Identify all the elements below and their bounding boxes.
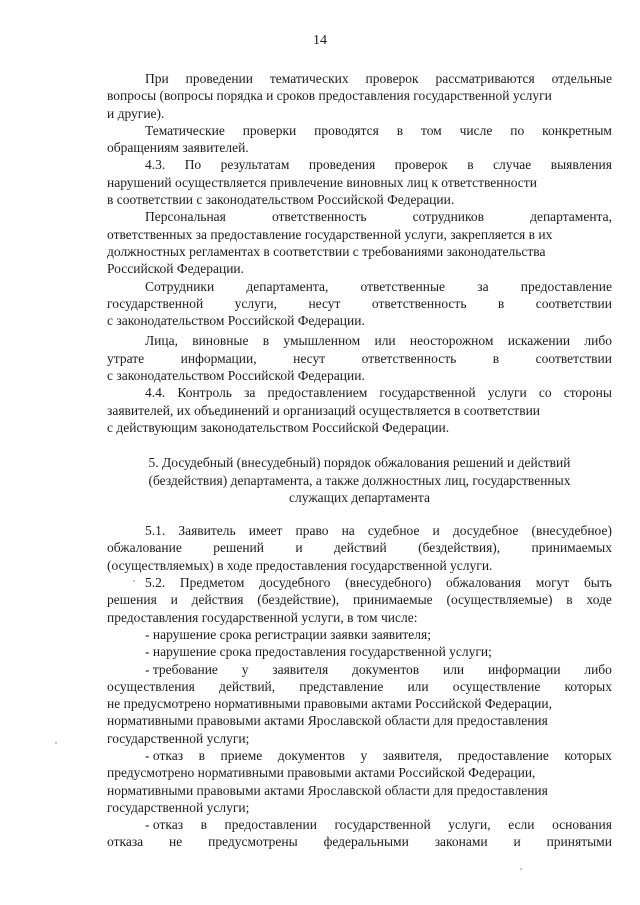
word: имеет: [248, 523, 283, 539]
word: По: [184, 157, 202, 173]
word: в: [200, 817, 207, 833]
word: предусмотрены: [208, 834, 298, 850]
text-line: с законодательством Российской Федерации.: [107, 368, 365, 384]
word: которых: [564, 747, 612, 763]
text-line: нормативными правовыми актами Ярославской области для предоставления: [107, 713, 548, 729]
word: федеральными: [323, 834, 409, 850]
word: Тематические: [145, 122, 225, 138]
word: и: [170, 592, 178, 608]
word: Контроль: [177, 385, 232, 401]
word: законами: [434, 834, 488, 850]
word: (внесудебного): [345, 575, 432, 591]
word: у: [241, 661, 249, 677]
word: принимаемые: [352, 592, 433, 608]
document-body: [107, 70, 612, 851]
scan-speck: [520, 868, 522, 870]
list-item: [107, 816, 612, 833]
word: или: [407, 678, 429, 694]
list-item: - нарушение срока регистрации заявки заявителя;: [145, 626, 431, 642]
word: искажении: [507, 333, 571, 349]
word: заявителя,: [382, 747, 443, 763]
word: которых: [564, 678, 612, 694]
word: услуги,: [448, 817, 491, 833]
word: выявления: [550, 157, 612, 173]
word: Заявитель: [178, 523, 236, 539]
word: право: [295, 523, 329, 539]
word: соответствии: [535, 350, 612, 366]
word: приеме: [220, 747, 263, 763]
word: соответствии: [535, 295, 612, 311]
text-line: в соответствии с законодательством Российской Федерации.: [107, 192, 455, 208]
word: конкретным: [542, 122, 612, 138]
word: действий,: [218, 678, 276, 694]
list-item: - нарушение срока предоставления государственной услуги;: [145, 644, 492, 660]
text-line: не предусмотрено нормативными правовыми актами Российской Федерации,: [107, 696, 553, 712]
word: или: [442, 661, 465, 677]
word: проводятся: [314, 122, 379, 138]
word: за: [244, 385, 256, 401]
text-line: [107, 350, 612, 367]
word: проведения: [308, 157, 376, 173]
text-line: Российской Федерации.: [107, 261, 245, 277]
word: проверок: [365, 71, 419, 86]
word: отдельные: [551, 71, 612, 86]
text-line: нормативными правовыми актами Ярославской области для предоставления: [107, 782, 548, 798]
word: либо: [584, 661, 612, 677]
text-line: должностных регламентах в соответствии с требованиями законодательства: [107, 243, 546, 259]
word: могут: [535, 575, 570, 591]
word: стороны: [563, 385, 612, 401]
word: обжалование: [107, 540, 182, 556]
word: и: [295, 540, 303, 556]
word: ответственность: [371, 295, 467, 311]
text-line: обращениям заявителей.: [107, 140, 249, 156]
word: за: [477, 278, 489, 294]
word: досудебного: [259, 575, 331, 591]
page-number: 14: [313, 33, 327, 48]
word: числе: [459, 122, 493, 138]
word: предоставлением: [267, 385, 368, 401]
word: у: [360, 747, 368, 763]
word: услуги,: [234, 295, 278, 311]
text-line: [107, 332, 612, 349]
word: в: [497, 295, 505, 311]
word: и: [513, 834, 521, 850]
word: осуществления: [107, 678, 195, 694]
scan-speck: [133, 580, 135, 582]
scan-speck: [55, 742, 57, 744]
word: (внесудебное): [531, 523, 612, 539]
text-line: ответственных за предоставление государственной услуги, закрепляется в их: [107, 226, 553, 242]
word: - требование: [145, 661, 218, 677]
word: со: [538, 385, 552, 401]
text-line: с законодательством Российской Федерации.: [107, 313, 365, 329]
word: документов: [352, 661, 420, 677]
word: предоставлении: [224, 817, 317, 833]
text-line: [107, 295, 612, 312]
word: и: [432, 523, 440, 539]
text-line: [107, 156, 612, 173]
word: обжалования: [446, 575, 522, 591]
word: принятыми: [546, 834, 612, 850]
text-line: [107, 539, 612, 556]
word: При: [145, 71, 169, 86]
word: досудебное: [452, 523, 519, 539]
text-line: заявителей, их объединений и организаций осуществляется в соответствии: [107, 402, 541, 418]
word: 4.4.: [145, 385, 166, 401]
word: в: [467, 157, 474, 173]
text-line: государственной услуги;: [107, 799, 250, 815]
word: в: [566, 592, 573, 608]
word: основания: [552, 817, 612, 833]
word: представление: [299, 678, 384, 694]
word: судебное: [367, 523, 420, 539]
word: Персональная: [145, 209, 226, 225]
word: в: [198, 747, 205, 763]
word: услуги: [487, 385, 527, 401]
text-line: [107, 591, 612, 608]
word: решений: [213, 540, 264, 556]
word: быть: [583, 575, 612, 591]
word: в: [396, 122, 404, 138]
word: действия: [191, 592, 244, 608]
text-line: вопросы (вопросы порядка и сроков предоставления государственной услуги: [107, 88, 552, 104]
word: в: [262, 333, 270, 349]
text-line: [107, 678, 612, 695]
word: осуществление: [452, 678, 541, 694]
word: ответственность: [271, 209, 367, 225]
list-item: [107, 661, 612, 678]
word: результатам: [220, 157, 290, 173]
word: информации,: [180, 350, 257, 366]
word: умышленном: [283, 333, 361, 349]
word: департамента,: [530, 209, 612, 225]
word: документов: [277, 747, 345, 763]
word: тематических: [269, 71, 349, 86]
text-line: [107, 574, 612, 591]
word: решения: [107, 592, 157, 608]
section-heading: 5. Досудебный (внесудебный) порядок обжалования решений и действий (бездействия) департамента, а также должностных лиц, государственных служащих департамента: [148, 455, 571, 505]
word: либо: [584, 333, 612, 349]
word: (бездействия),: [418, 540, 501, 556]
word: или: [374, 333, 396, 349]
text-line: [107, 70, 612, 87]
word: несут: [308, 295, 341, 311]
word: 4.3.: [145, 157, 166, 173]
text-line: государственной услуги;: [107, 730, 250, 746]
word: ходе: [586, 592, 612, 608]
word: государственной: [334, 817, 431, 833]
list-item: [107, 747, 612, 764]
word: (бездействие),: [257, 592, 340, 608]
word: по: [510, 122, 525, 138]
word: государственной: [107, 295, 204, 311]
text-line: [107, 208, 612, 225]
word: - отказ: [145, 747, 184, 763]
word: утрате: [107, 350, 145, 366]
word: проверок: [394, 157, 448, 173]
text-line: [107, 278, 612, 295]
word: Лица,: [145, 333, 178, 349]
word: предоставление: [457, 747, 549, 763]
word: 5.1.: [145, 523, 166, 539]
text-line: нарушений осуществляется привлечение виновных лиц к ответственности: [107, 174, 537, 190]
text-line: предусмотрено нормативными правовыми актами Российской Федерации,: [107, 765, 536, 781]
word: 5.2.: [145, 575, 166, 591]
text-line: (осуществляемых) в ходе предоставления государственной услуги.: [107, 557, 493, 573]
word: департамента,: [246, 278, 329, 294]
word: заявителя: [272, 661, 329, 677]
word: не: [169, 834, 183, 850]
word: проверки: [242, 122, 297, 138]
text-line: [107, 522, 612, 539]
word: неосторожном: [409, 333, 494, 349]
word: если: [508, 817, 535, 833]
word: том: [420, 122, 442, 138]
word: проведении: [185, 71, 253, 86]
text-line: [107, 384, 612, 401]
word: ответственные: [360, 278, 446, 294]
word: информации: [487, 661, 561, 677]
word: принимаемых: [531, 540, 612, 556]
word: сотрудников: [412, 209, 485, 225]
word: действий: [333, 540, 387, 556]
word: отказа: [107, 834, 144, 850]
word: предоставление: [520, 278, 612, 294]
word: - отказ: [145, 817, 184, 833]
word: несут: [293, 350, 326, 366]
word: случае: [493, 157, 532, 173]
word: ответственность: [361, 350, 457, 366]
word: в: [492, 350, 500, 366]
word: на: [341, 523, 355, 539]
word: рассматриваются: [435, 71, 535, 86]
word: Сотрудники: [145, 278, 215, 294]
word: государственной: [379, 385, 476, 401]
word: виновные: [192, 333, 249, 349]
word: (осуществляемые): [446, 592, 553, 608]
word: Предметом: [179, 575, 245, 591]
text-line: [107, 122, 612, 139]
text-line: с действующим законодательством Российской Федерации.: [107, 419, 450, 435]
text-line: [107, 833, 612, 850]
text-line: и другие).: [107, 105, 165, 121]
text-line: предоставления государственной услуги, в том числе:: [107, 609, 418, 625]
